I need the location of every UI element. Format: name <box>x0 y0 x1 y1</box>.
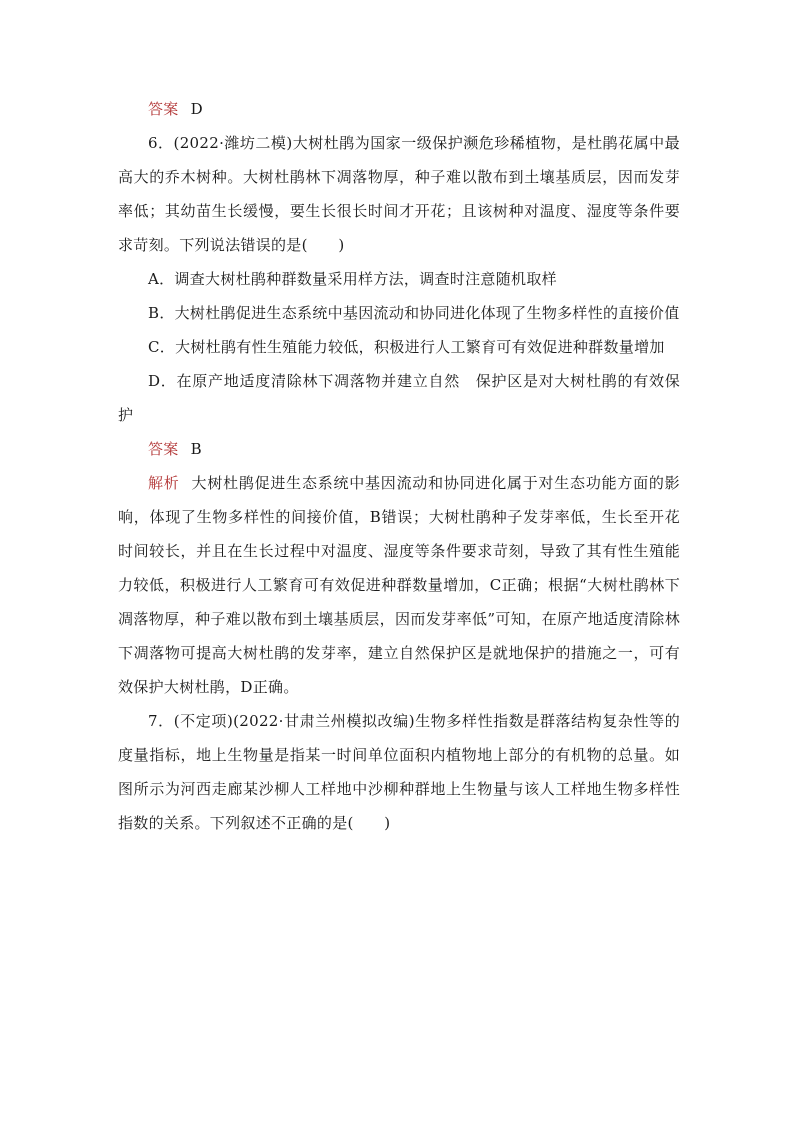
answer-value: D <box>190 100 203 118</box>
analysis-label: 解析 <box>148 474 180 492</box>
document-page <box>118 92 680 840</box>
answer-label: 答案 <box>148 100 179 118</box>
question-7-number: 7． <box>148 712 174 730</box>
answer-value: B <box>190 440 202 458</box>
question-6-text: (2022·潍坊二模)大树杜鹃为国家一级保护濒危珍稀植物，是杜鹃花属中最高大的乔木树种。大树杜鹃林下凋落物厚，种子难以散布到土壤基质层，因而发芽率低；其幼苗生长缓慢，要生长很长时间才开花；且该树种对温度、湿度等条件要求苛刻。下列说法错误的是( ) <box>118 134 680 254</box>
answer-line-prev <box>118 92 680 126</box>
question-6-stem <box>118 126 680 262</box>
answer-label: 答案 <box>148 440 179 458</box>
question-6-option-c: C．大树杜鹃有性生殖能力较低，积极进行人工繁育可有效促进种群数量增加 <box>148 338 665 356</box>
question-6-analysis <box>118 466 680 704</box>
question-6-answer-line <box>118 432 680 466</box>
question-6-option-d: D．在原产地适度清除林下凋落物并建立自然 保护区是对大树杜鹃的有效保护 <box>118 372 680 424</box>
analysis-text: 大树杜鹃促进生态系统中基因流动和协同进化属于对生态功能方面的影响，体现了生物多样性的间接价值，B错误；大树杜鹃种子发芽率低，生长至开花时间较长，并且在生长过程中对温度、湿度等条件要求苛刻，导致了其有性生殖能力较低，积极进行人工繁育可有效促进种群数量增加，C正确；根据“大树杜鹃林下凋落物厚，种子难以散布到土壤基质层，因而发芽率低”可知，在原产地适度清除林下凋落物可提高大树杜鹃的发芽率，建立自然保护区是就地保护的措施之一，可有效保护大树杜鹃，D正确。 <box>118 474 680 696</box>
question-6-option-a: A．调查大树杜鹃种群数量采用样方法，调查时注意随机取样 <box>148 270 557 288</box>
question-6-number: 6． <box>148 134 174 152</box>
question-6-option-b: B．大树杜鹃促进生态系统中基因流动和协同进化体现了生物多样性的直接价值 <box>148 304 680 322</box>
question-7-stem <box>118 704 680 840</box>
question-7-text: (不定项)(2022·甘肃兰州模拟改编)生物多样性指数是群落结构复杂性等的度量指标，地上生物量是指某一时间单位面积内植物地上部分的有机物的总量。如图所示为河西走廊某沙柳人工样地中沙柳种群地上生物量与该人工样地生物多样性指数的关系。下列叙述不正确的是( ) <box>118 712 680 832</box>
